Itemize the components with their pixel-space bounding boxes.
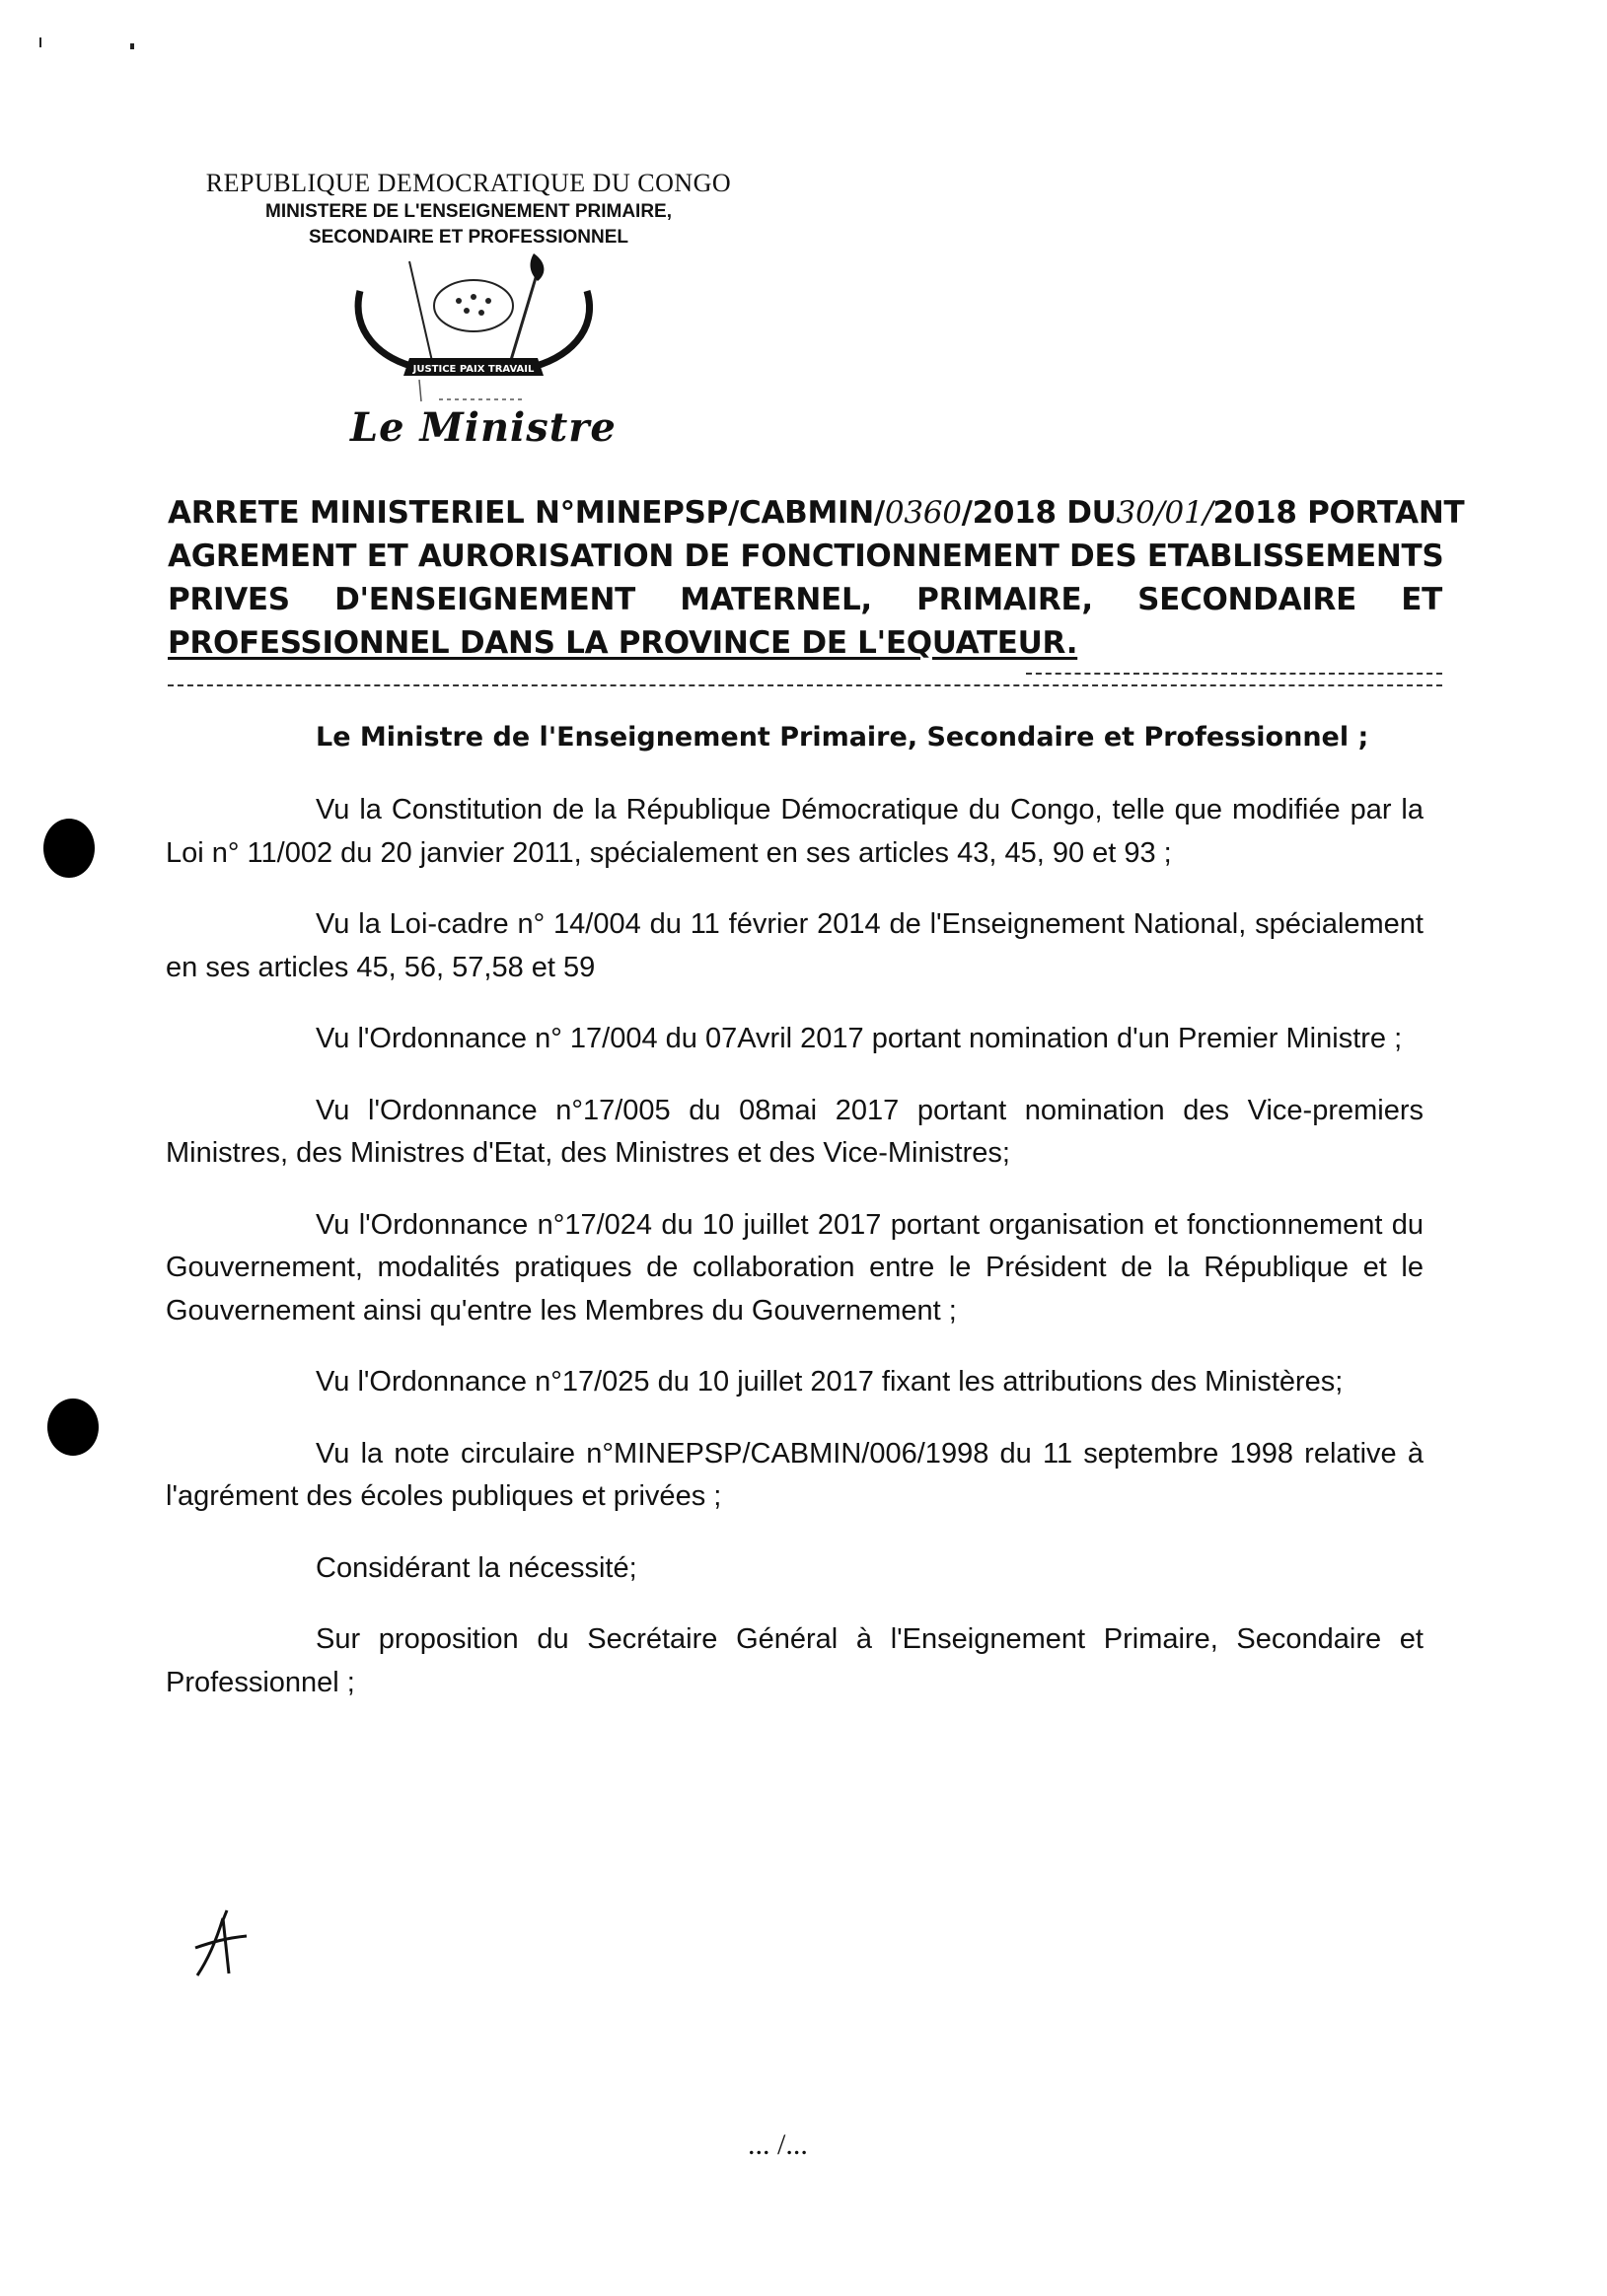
signature-title: Le Ministre <box>350 404 617 451</box>
handwritten-decree-number: 0360 <box>884 495 962 531</box>
republic-name: REPUBLIQUE DEMOCRATIQUE DU CONGO <box>205 169 732 197</box>
paragraph-loi-cadre: Vu la Loi-cadre n° 14/004 du 11 février 2014 de l'Enseignement National, spécialement en ses articles 45, 56, 57,58 et 59 <box>166 908 1424 983</box>
ministry-line-2: SECONDAIRE ET PROFESSIONNEL <box>308 227 629 248</box>
title-line-3: PRIVES D'ENSEIGNEMENT MATERNEL, PRIMAIRE, SECONDAIRE ET <box>168 582 1442 617</box>
emblem-motto: JUSTICE PAIX TRAVAIL <box>412 364 535 375</box>
paragraph-proposition: Sur proposition du Secrétaire Général à l'Enseignement Primaire, Secondaire et Professionnel ; <box>166 1623 1424 1698</box>
paragraph-ordonnance-17-025: Vu l'Ordonnance n°17/025 du 10 juillet 2017 fixant les attributions des Ministères; <box>316 1366 1344 1398</box>
handwritten-initial-icon <box>187 1908 256 1982</box>
title-dashed-rule <box>168 684 1442 686</box>
title-dashed-underline <box>1026 673 1442 675</box>
document-body <box>166 789 1424 1733</box>
title-line-4: PROFESSIONNEL DANS LA PROVINCE DE L'EQUATEUR. <box>168 625 1078 661</box>
scan-speck <box>130 43 134 49</box>
title-line-1: ARRETE MINISTERIEL N°MINEPSP/CABMIN/0360/2018 DU30/01/2018 PORTANT <box>168 495 1465 531</box>
ministry-line-1: MINISTERE DE L'ENSEIGNEMENT PRIMAIRE, <box>265 201 672 222</box>
paragraph-ordonnance-17-005: Vu l'Ordonnance n°17/005 du 08mai 2017 portant nomination des Vice-premiers Ministres, des Ministres d'Etat, des Ministres et des Vice-Ministres; <box>166 1094 1424 1169</box>
paragraph-ordonnance-17-004: Vu l'Ordonnance n° 17/004 du 07Avril 2017 portant nomination d'un Premier Ministre ; <box>316 1023 1403 1054</box>
title-line-2: AGREMENT ET AURORISATION DE FONCTIONNEMENT DES ETABLISSEMENTS <box>168 538 1444 574</box>
handwritten-decree-date: 30/01/ <box>1116 495 1213 531</box>
page-continuation: ... /... <box>748 2128 808 2161</box>
paragraph-note-circulaire: Vu la note circulaire n°MINEPSP/CABMIN/006/1998 du 11 septembre 1998 relative à l'agrément des écoles publiques et privées ; <box>166 1437 1424 1512</box>
letterhead <box>158 168 779 251</box>
preamble: Le Ministre de l'Enseignement Primaire, Secondaire et Professionnel ; <box>316 722 1369 753</box>
coat-of-arms-icon <box>340 251 607 409</box>
punch-hole <box>47 1399 99 1456</box>
decree-title <box>168 491 1465 665</box>
punch-hole <box>43 819 95 878</box>
paragraph-considerant: Considérant la nécessité; <box>316 1551 637 1584</box>
scan-speck <box>39 37 41 47</box>
paragraph-ordonnance-17-024: Vu l'Ordonnance n°17/024 du 10 juillet 2017 portant organisation et fonctionnement du Gouvernement, modalités pratiques de collaboration entre le Président de la République et le Gouvernement ainsi qu'entre les Membres du Gouvernement ; <box>166 1208 1424 1327</box>
paragraph-constitution: Vu la Constitution de la République Démocratique du Congo, telle que modifiée par la Loi n° 11/002 du 20 janvier 2011, spécialement en ses articles 43, 45, 90 et 93 ; <box>166 794 1424 869</box>
